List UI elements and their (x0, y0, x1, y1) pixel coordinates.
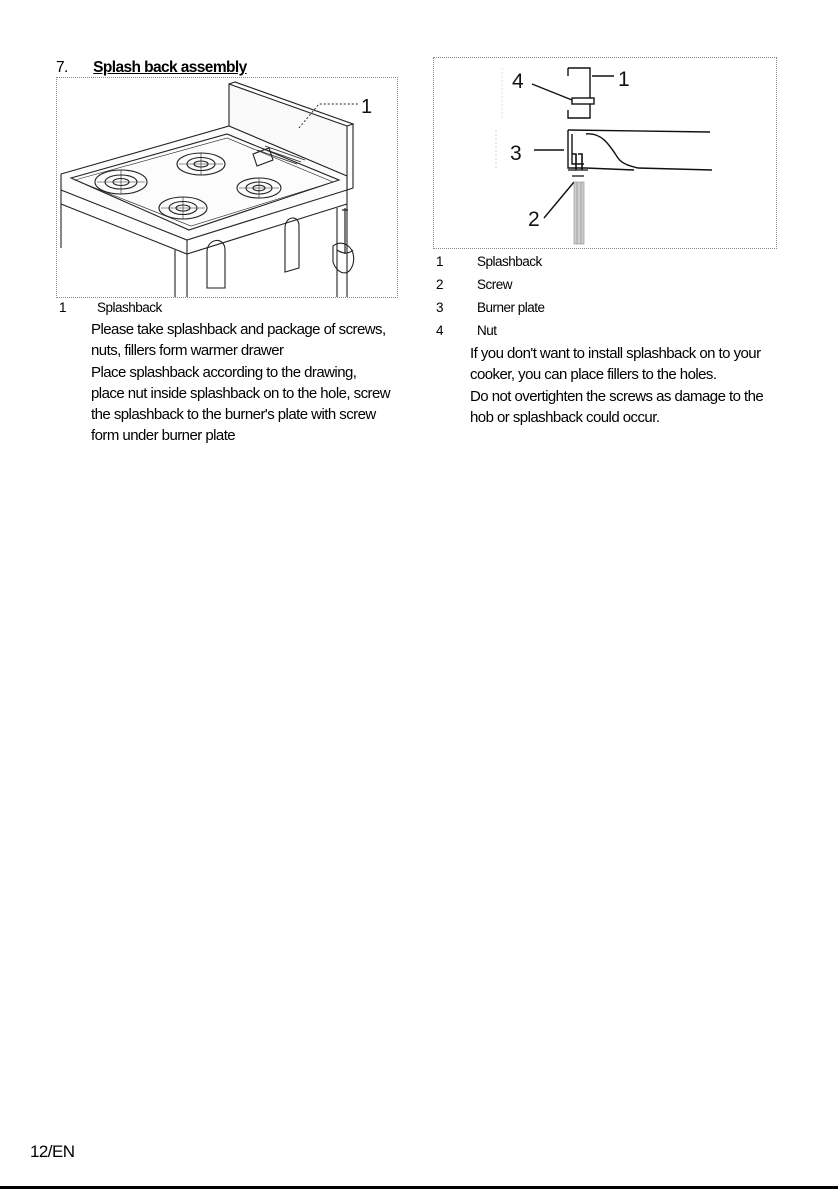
instruction-line: nuts, fillers form warmer drawer (91, 342, 284, 359)
section-title: Splash back assembly (93, 59, 247, 76)
figure-callout: 1 (361, 96, 373, 118)
instruction-line: form under burner plate (91, 427, 236, 444)
figure-callout: 4 (512, 70, 524, 93)
note-line: cooker, you can place fillers to the holes. (470, 366, 717, 383)
legend-label: Burner plate (477, 300, 545, 315)
legend-label: Screw (477, 277, 513, 292)
legend-label: Splashback (97, 300, 162, 315)
cooker-illustration (56, 77, 398, 298)
legend-number: 2 (436, 277, 444, 292)
figure-callout: 1 (618, 68, 630, 91)
legend-number: 1 (59, 300, 67, 315)
page-number: 12/EN (30, 1142, 75, 1161)
legend-number: 1 (436, 254, 444, 269)
figure-callout: 3 (510, 142, 522, 165)
assembly-detail-illustration (433, 57, 777, 249)
note-line: Do not overtighten the screws as damage to the (470, 388, 764, 405)
note-line: hob or splashback could occur. (470, 409, 660, 426)
section-number: 7. (56, 59, 68, 76)
instruction-line: Place splashback according to the drawing, (91, 364, 357, 381)
legend-number: 4 (436, 323, 444, 338)
legend-label: Nut (477, 323, 497, 338)
note-line: If you don't want to install splashback on to your (470, 345, 761, 362)
cooker-drawing (57, 78, 397, 297)
assembly-drawing (434, 58, 776, 248)
instruction-line: the splashback to the burner's plate with screw (91, 406, 376, 423)
instruction-line: place nut inside splashback on to the hole, screw (91, 385, 391, 402)
legend-item (59, 297, 66, 318)
instruction-line: Please take splashback and package of screws, (91, 321, 386, 338)
legend-number: 3 (436, 300, 444, 315)
section-heading (56, 57, 247, 78)
figure-callout: 2 (528, 208, 540, 231)
legend-label: Splashback (477, 254, 542, 269)
footer-rule (0, 1186, 838, 1189)
